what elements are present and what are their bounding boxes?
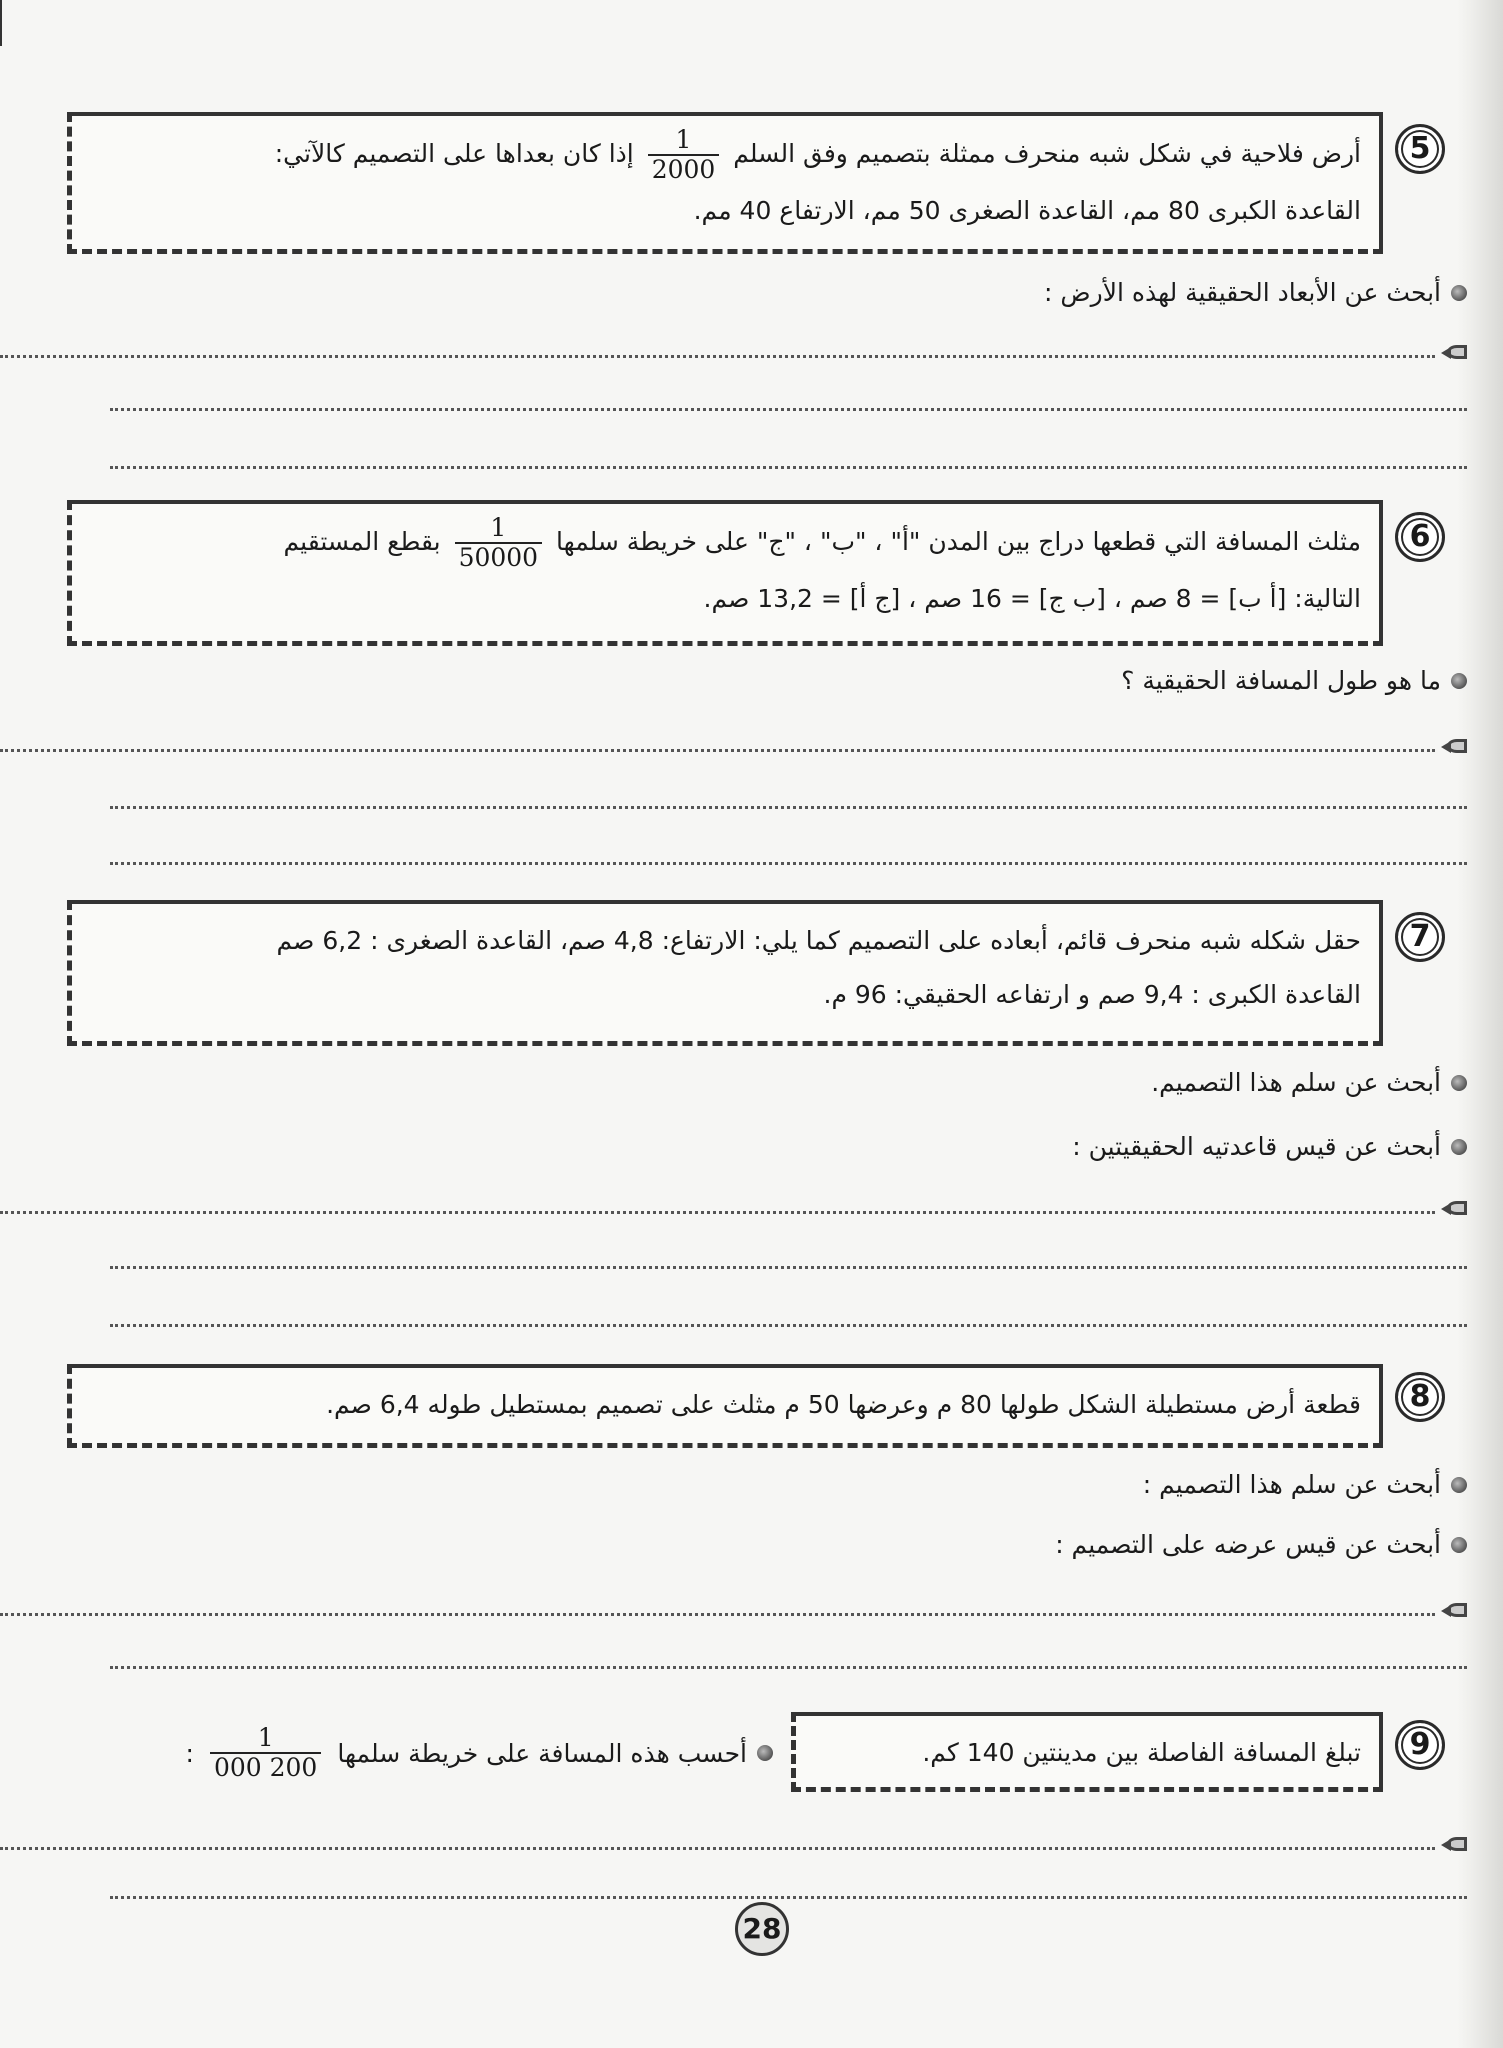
ex5-line-1 xyxy=(90,126,1361,184)
exercise-7-statement xyxy=(67,900,1383,1046)
scale-fraction: $\frac{1}{200 000}$ xyxy=(210,1724,321,1782)
pencil-icon xyxy=(1441,738,1467,756)
ex6-line-2: التالية: [أ ب] = 8 صم ، [ب ج] = 16 صم ، [ج أ] = 13,2 صم. xyxy=(703,584,1361,613)
answer-line[interactable] xyxy=(0,732,1467,762)
answer-line[interactable] xyxy=(110,806,1467,809)
answer-line[interactable] xyxy=(0,1596,1467,1626)
scale-fraction: $\frac{1}{50000}$ xyxy=(455,514,543,572)
ex5-text-b: إذا كان بعداها على التصميم كالآتي: xyxy=(274,139,634,168)
answer-line[interactable] xyxy=(110,1266,1467,1269)
bullet-icon xyxy=(1451,285,1467,301)
ex5-line-2: القاعدة الكبرى 80 مم، القاعدة الصغرى 50 مم، الارتفاع 40 مم. xyxy=(693,196,1361,225)
ex7-line-1: حقل شكله شبه منحرف قائم، أبعاده على التصميم كما يلي: الارتفاع: 4,8 صم، القاعدة الصغرى : 6,2 صم xyxy=(276,926,1361,955)
ex7-line-2: القاعدة الكبرى : 9,4 صم و ارتفاعه الحقيقي: 96 م. xyxy=(823,980,1361,1009)
answer-line[interactable] xyxy=(0,338,1467,368)
scan-edge-mark xyxy=(0,0,2,46)
bullet-icon xyxy=(1451,673,1467,689)
exercise-number-9: 9 xyxy=(1395,1720,1445,1770)
exercise-5 xyxy=(67,112,1445,262)
exercise-number-6: 6 xyxy=(1395,512,1445,562)
ex6-text-a: مثلث المسافة التي قطعها دراج بين المدن "أ" ، "ب" ، "ج" على خريطة سلمها xyxy=(556,527,1361,556)
exercise-6-statement xyxy=(67,500,1383,646)
bullet-icon xyxy=(1451,1139,1467,1155)
bullet-icon xyxy=(757,1745,773,1761)
exercise-8-statement xyxy=(67,1364,1383,1448)
ex5-text-a: أرض فلاحية في شكل شبه منحرف ممثلة بتصميم وفق السلم xyxy=(733,139,1361,168)
answer-line[interactable] xyxy=(110,1324,1467,1327)
ex7-question-2: أبحث عن قيس قاعدتيه الحقيقيتين : xyxy=(1072,1132,1467,1161)
answer-line[interactable] xyxy=(110,466,1467,469)
ex6-line-1 xyxy=(90,514,1361,572)
exercise-number-7: 7 xyxy=(1395,912,1445,962)
answer-line[interactable] xyxy=(110,1896,1467,1899)
answer-line[interactable] xyxy=(110,1666,1467,1669)
ex8-line-1: قطعة أرض مستطيلة الشكل طولها 80 م وعرضها 50 م مثلث على تصميم بمستطيل طوله 6,4 صم. xyxy=(326,1390,1361,1419)
ex9-line-1: تبلغ المسافة الفاصلة بين مدينتين 140 كم. xyxy=(922,1738,1361,1767)
ex7-question-1: أبحث عن سلم هذا التصميم. xyxy=(1151,1068,1467,1097)
answer-line[interactable] xyxy=(0,1194,1467,1224)
pencil-icon xyxy=(1441,1602,1467,1620)
ex5-question-1: أبحث عن الأبعاد الحقيقية لهذه الأرض : xyxy=(1044,278,1467,307)
pencil-icon xyxy=(1441,1836,1467,1854)
exercise-6 xyxy=(67,500,1445,650)
bullet-icon xyxy=(1451,1075,1467,1091)
exercise-9 xyxy=(67,1712,1445,1812)
ex8-question-2: أبحث عن قيس عرضه على التصميم : xyxy=(1055,1530,1467,1559)
exercise-9-statement xyxy=(791,1712,1383,1792)
page-number: 28 xyxy=(735,1902,789,1956)
bullet-icon xyxy=(1451,1477,1467,1493)
exercise-number-5: 5 xyxy=(1395,124,1445,174)
ex8-question-1: أبحث عن سلم هذا التصميم : xyxy=(1143,1470,1467,1499)
pencil-icon xyxy=(1441,344,1467,362)
answer-line[interactable] xyxy=(110,408,1467,411)
ex9-question-1: أحسب هذه المسافة على خريطة سلمها $\frac{1}{200 000}$ : xyxy=(186,1724,773,1782)
exercise-8 xyxy=(67,1364,1445,1464)
answer-line[interactable] xyxy=(0,1830,1467,1860)
scale-fraction: $\frac{1}{2000}$ xyxy=(648,126,720,184)
exercise-5-statement xyxy=(67,112,1383,254)
answer-line[interactable] xyxy=(110,862,1467,865)
pencil-icon xyxy=(1441,1200,1467,1218)
ex6-question-1: ما هو طول المسافة الحقيقية ؟ xyxy=(1121,666,1467,695)
exercise-7 xyxy=(67,900,1445,1050)
page-edge-shadow xyxy=(1457,0,1503,2048)
ex6-text-b: بقطع المستقيم xyxy=(283,527,441,556)
exercise-number-8: 8 xyxy=(1395,1372,1445,1422)
bullet-icon xyxy=(1451,1537,1467,1553)
